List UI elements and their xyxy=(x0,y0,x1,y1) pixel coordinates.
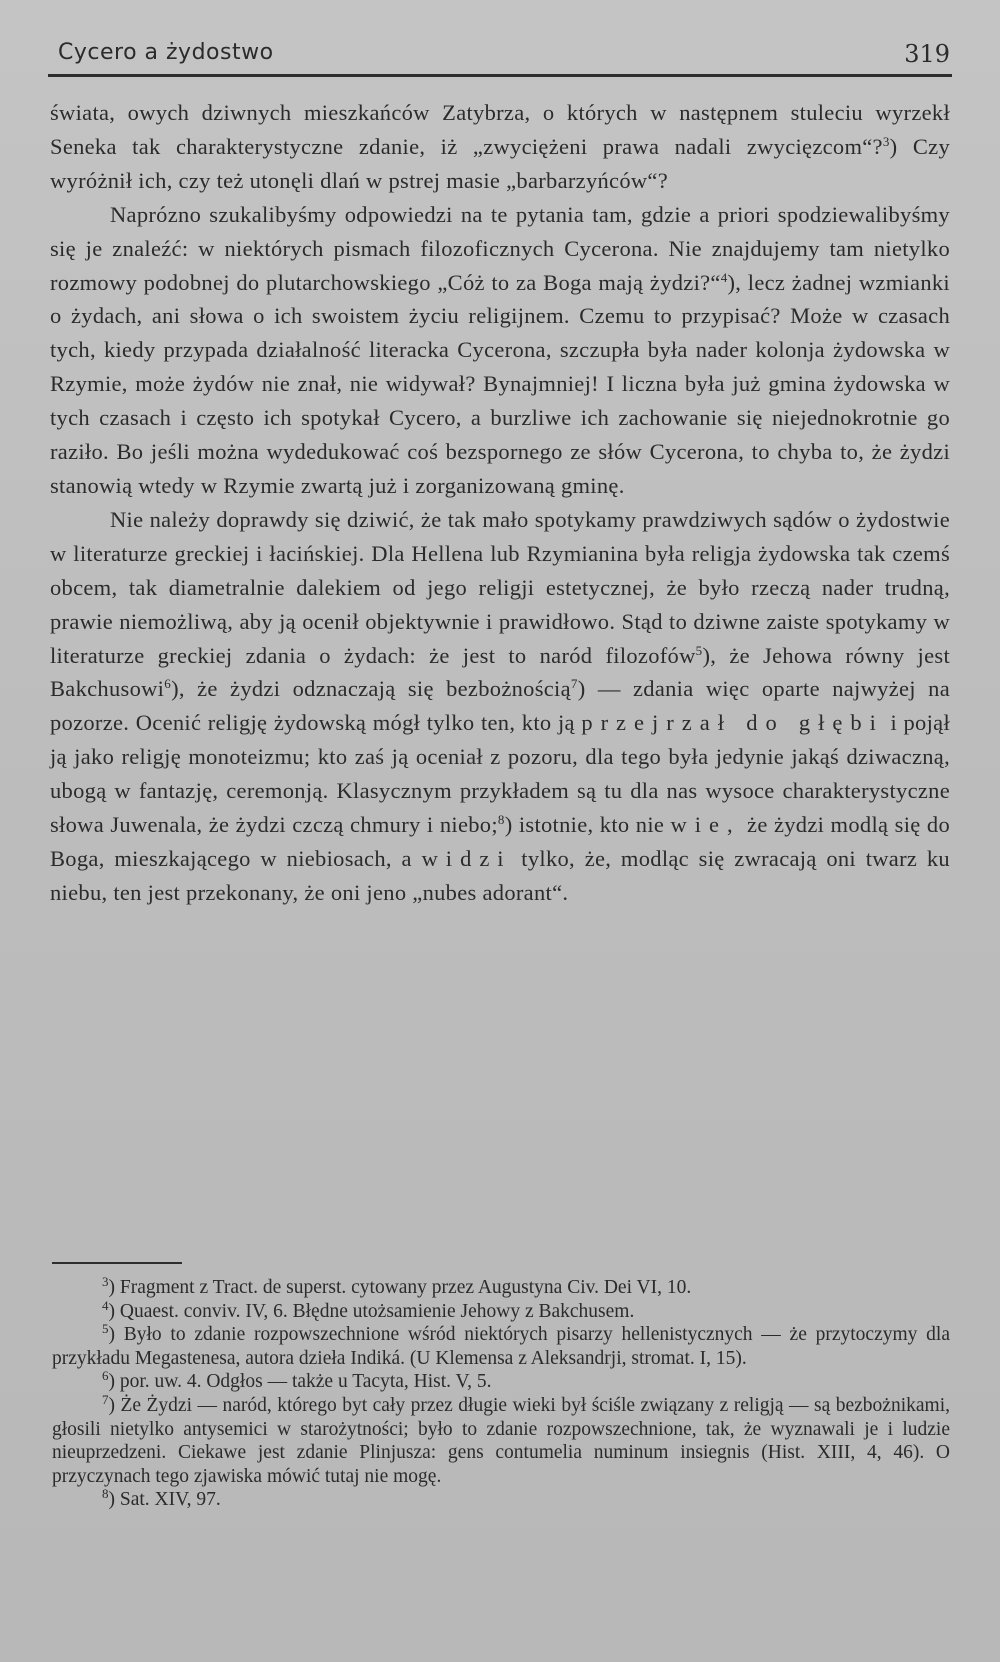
p1-tail: ) Czy wyróżnił ich, czy też utonęli dlań w pstrej masie „barbarzyńców“? xyxy=(50,133,950,193)
page-header xyxy=(52,30,952,74)
p1-text: świata, owych dziwnych mieszkańców Zatybrza, o których w następnem stuleciu wyrzekł Seneka tak charakterystyczne zdanie, iż „zwyciężeni prawa nadali zwycięzcom“? xyxy=(50,100,950,159)
p3e-text: i pojął ją jako religję monoteizmu; kto zaś ją oceniał z pozoru, dla tego była jedynie jakąś dziwaczną, ubogą w fantazję, ceremonją. Klasycznym przykładem są tu dla nas wysoce charakterystyczne słowa Juwenala, że żydzi czczą chmury i niebo; xyxy=(50,710,950,838)
footnote-number: 4 xyxy=(102,1297,109,1313)
paragraph-1 xyxy=(50,96,950,198)
footnote-text: ) Quaest. conviv. IV, 6. Błędne utożsamienie Jehowy z Bakchusem. xyxy=(108,1300,635,1322)
footnote-text: ) Było to zdanie rozpowszechnione wśród niektórych pisarzy hellenistycznych — że przytoczymy dla przykładu Megastenesa, autora dzieła Indiká. (U Klemensa z Aleksandrji, stromat. I, 15). xyxy=(52,1324,950,1369)
footnote-ref-4: 4 xyxy=(720,269,728,285)
footnote-ref-3: 3 xyxy=(882,133,890,149)
footnote-3 xyxy=(52,1276,950,1300)
paragraph-3 xyxy=(50,503,950,910)
p3b-text: ), że Jehowa równy jest Bakchusowi xyxy=(50,642,950,702)
footnote-7 xyxy=(52,1391,950,1488)
spaced-emphasis-1: przejrzał do głębi xyxy=(581,710,884,736)
footnote-text: ) por. uw. 4. Odgłos — także u Tacyta, Hist. V, 5. xyxy=(108,1371,492,1393)
footnote-8 xyxy=(52,1488,950,1512)
footnote-number: 8 xyxy=(102,1486,109,1502)
p3d-text: ) — zdania więc oparte najwyżej na pozorze. Ocenić religję żydowską mógł tylko ten, kto ją xyxy=(50,676,950,736)
footnote-number: 3 xyxy=(102,1274,109,1289)
footnote-4 xyxy=(52,1297,950,1324)
footnote-number: 6 xyxy=(102,1368,109,1384)
p3g-text: że żydzi modlą się do Boga, mieszkającego w niebiosach, a xyxy=(50,812,950,871)
p3a-text: Nie należy doprawdy się dziwić, że tak mało spotykamy prawdziwych sądów o żydostwie w literaturze greckiej i łacińskiej. Dla Hellena lub Rzymianina była religja żydowska tak czemś obcem, tak diametralnie dalekiem od jego religji estetycznej, że było rzeczą nader trudną, prawie niemożliwą, aby ją ocenił objektywnie i prawidłowo. Stąd to dziwne zaiste spotykamy w literaturze greckiej zdania o żydach: że jest to naród filozofów xyxy=(50,506,950,668)
p3c-text: ), że żydzi odznaczają się bezbożnością xyxy=(171,676,571,702)
p2a-text: Naprózno szukalibyśmy odpowiedzi na te pytania tam, gdzie a priori spodziewalibyśmy się je znaleźć: w niektórych pismach filozoficznych Cycerona. Nie znajdujemy tam nietylko rozmowy podobnej do plutarchowskiego „Cóż to za Boga mają żydzi?“ xyxy=(50,201,950,295)
footnote-number: 5 xyxy=(102,1321,109,1337)
footnote-text: ) Sat. XIV, 97. xyxy=(108,1489,221,1511)
footnote-6 xyxy=(52,1370,950,1394)
spaced-emphasis-3: widzi xyxy=(421,845,512,871)
header-rule xyxy=(48,74,952,77)
footnotes xyxy=(52,1276,950,1512)
p3f-text: ) istotnie, kto nie xyxy=(504,812,665,838)
footnote-5 xyxy=(52,1323,950,1370)
main-text xyxy=(50,96,950,910)
footnote-number: 7 xyxy=(102,1391,109,1407)
footnote-ref-8: 8 xyxy=(497,812,505,828)
footnote-ref-5: 5 xyxy=(695,642,703,658)
spaced-emphasis-2: wie, xyxy=(670,812,741,838)
p3h-text: tylko, że, modląc się zwracają oni twarz ku niebu, ten jest przekonany, że oni jeno „nubes adorant“. xyxy=(50,845,950,905)
footnote-ref-6: 6 xyxy=(164,676,172,692)
footnote-ref-7: 7 xyxy=(570,676,578,692)
running-title: Cycero a żydostwo xyxy=(58,40,274,65)
footnote-text: ) Fragment z Tract. de superst. cytowany przez Augustyna Civ. Dei VI, 10. xyxy=(108,1277,692,1298)
footnote-text: ) Że Żydzi — naród, którego byt cały przez długie wieki był ściśle związany z religją — są bezbożnikami, głosili nietylko antysemici w starożytności; było to zdanie rozpowszechnione, tak, że wyznawali je i ludzie nieuprzedzeni. Ciekawe jest zdanie Plinjusza: gens contumelia numinum insiegnis (Hist. XIII, 4, 46). O przyczynach tego zjawiska mówić tutaj nie mogę. xyxy=(52,1394,950,1487)
footnote-rule xyxy=(52,1262,182,1264)
p2b-text: ), lecz żadnej wzmianki o żydach, ani słowa o ich swoistem życiu religijnem. Czemu to przypisać? Może w czasach tych, kiedy przypada działalność literacka Cycerona, szczupła była nader kolonja żydowska w Rzymie, może żydów nie znał, nie widywał? Bynajmniej! I liczna była już gmina żydowska w tych czasach i często ich spotykał Cycero, a burzliwe ich zachowanie się niejednokrotnie go raziło. Bo jeśli można wydedukować coś bezspornego ze słów Cycerona, to chyba to, że żydzi stanowią wtedy w Rzymie zwartą już i zorganizowaną gminę. xyxy=(50,269,950,498)
page-number: 319 xyxy=(904,40,950,68)
paragraph-2 xyxy=(50,198,950,503)
